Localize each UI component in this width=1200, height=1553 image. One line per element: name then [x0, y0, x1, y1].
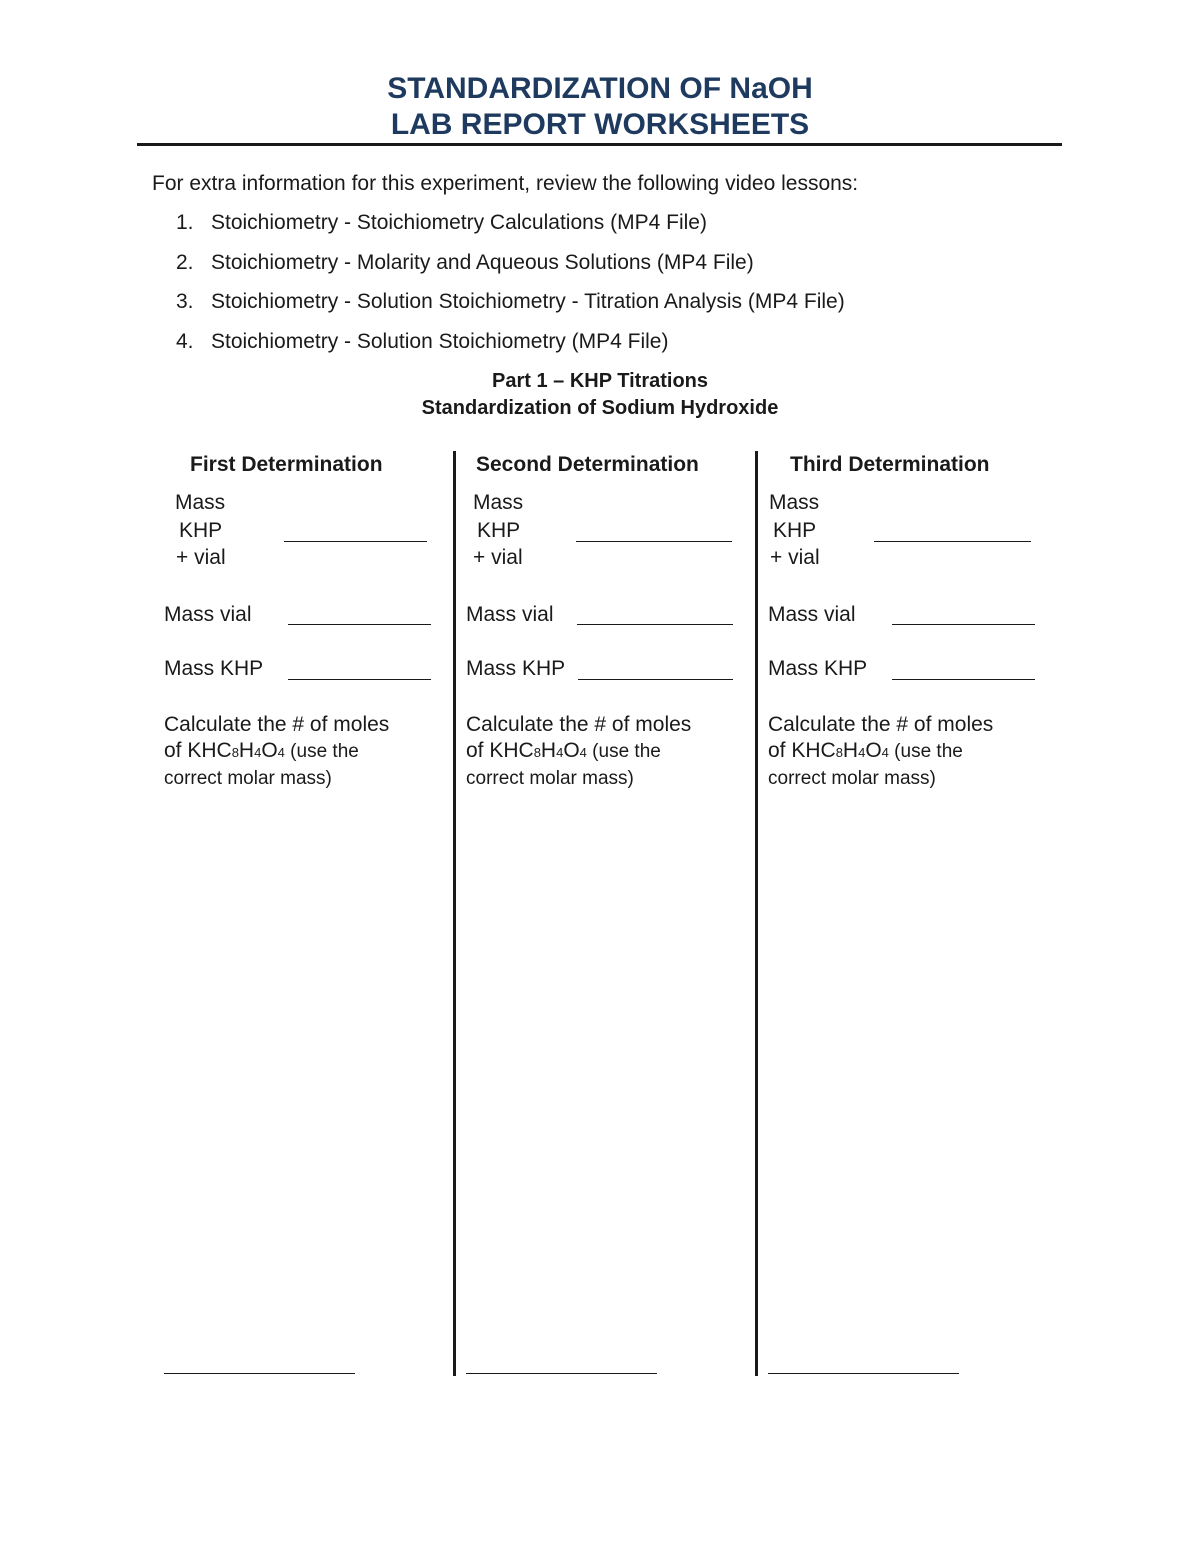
mass-vial-blank[interactable]: [892, 624, 1035, 625]
mass-khp-label: Mass KHP: [768, 657, 868, 680]
mass-khp-label: Mass KHP: [164, 657, 264, 680]
mass-khp-blank[interactable]: [578, 679, 733, 680]
lesson-item: [176, 251, 976, 277]
plus-vial-label: + vial: [770, 546, 820, 569]
calc-instructions: [768, 712, 993, 792]
lesson-item: [176, 211, 976, 237]
calc-instructions: [164, 712, 389, 792]
plus-vial-label: + vial: [176, 546, 226, 569]
calc-line2: of KHC8H4O4 (use the: [466, 739, 661, 762]
mass-label: Mass: [769, 491, 820, 514]
lesson-item: [176, 330, 976, 356]
mass-vial-label: Mass vial: [164, 603, 252, 626]
title-divider: [137, 143, 1062, 146]
khp-label: KHP: [179, 519, 223, 542]
page-title-line1: STANDARDIZATION OF NaOH: [387, 72, 813, 105]
mass-khp-label: Mass KHP: [466, 657, 566, 680]
lesson-number: 1.: [176, 211, 194, 234]
calc-line3: correct molar mass): [768, 768, 936, 789]
intro-text: For extra information for this experiment, review the following video lessons:: [152, 172, 859, 195]
khp-label: KHP: [477, 519, 521, 542]
part-subtitle: Standardization of Sodium Hydroxide: [421, 397, 779, 419]
plus-vial-label: + vial: [473, 546, 523, 569]
moles-answer-blank[interactable]: [768, 1373, 959, 1374]
column-divider: [755, 451, 758, 1376]
column-heading-third: Third Determination: [790, 453, 990, 476]
lesson-link[interactable]: Stoichiometry - Solution Stoichiometry (MP4 File): [211, 330, 669, 353]
khp-label: KHP: [773, 519, 817, 542]
lesson-link[interactable]: Stoichiometry - Molarity and Aqueous Solutions (MP4 File): [211, 251, 754, 274]
lesson-link[interactable]: Stoichiometry - Stoichiometry Calculations (MP4 File): [211, 211, 707, 234]
mass-vial-blank[interactable]: [577, 624, 733, 625]
mass-vial-label: Mass vial: [768, 603, 856, 626]
column-divider: [453, 451, 456, 1376]
mass-khp-vial-blank[interactable]: [576, 541, 732, 542]
lesson-number: 3.: [176, 290, 194, 313]
column-heading-second: Second Determination: [476, 453, 699, 476]
mass-label: Mass: [473, 491, 524, 514]
lesson-item: [176, 290, 976, 316]
part-title: Part 1 – KHP Titrations: [492, 370, 708, 392]
calc-line1: Calculate the # of moles: [768, 713, 994, 736]
mass-khp-vial-blank[interactable]: [284, 541, 427, 542]
mass-vial-blank[interactable]: [288, 624, 431, 625]
mass-label: Mass: [175, 491, 226, 514]
mass-khp-blank[interactable]: [892, 679, 1035, 680]
mass-khp-blank[interactable]: [288, 679, 431, 680]
moles-answer-blank[interactable]: [164, 1373, 355, 1374]
calc-line1: Calculate the # of moles: [164, 713, 390, 736]
mass-vial-label: Mass vial: [466, 603, 554, 626]
page-title-line2: LAB REPORT WORKSHEETS: [390, 108, 810, 141]
moles-answer-blank[interactable]: [466, 1373, 657, 1374]
calc-line3: correct molar mass): [164, 768, 332, 789]
calc-line2: of KHC8H4O4 (use the: [164, 739, 359, 762]
lesson-number: 2.: [176, 251, 194, 274]
calc-line3: correct molar mass): [466, 768, 634, 789]
calc-instructions: [466, 712, 691, 792]
calc-line2: of KHC8H4O4 (use the: [768, 739, 963, 762]
mass-khp-vial-blank[interactable]: [874, 541, 1031, 542]
calc-line1: Calculate the # of moles: [466, 713, 692, 736]
lesson-link[interactable]: Stoichiometry - Solution Stoichiometry - Titration Analysis (MP4 File): [211, 290, 845, 313]
column-heading-first: First Determination: [190, 453, 383, 476]
lesson-number: 4.: [176, 330, 194, 353]
